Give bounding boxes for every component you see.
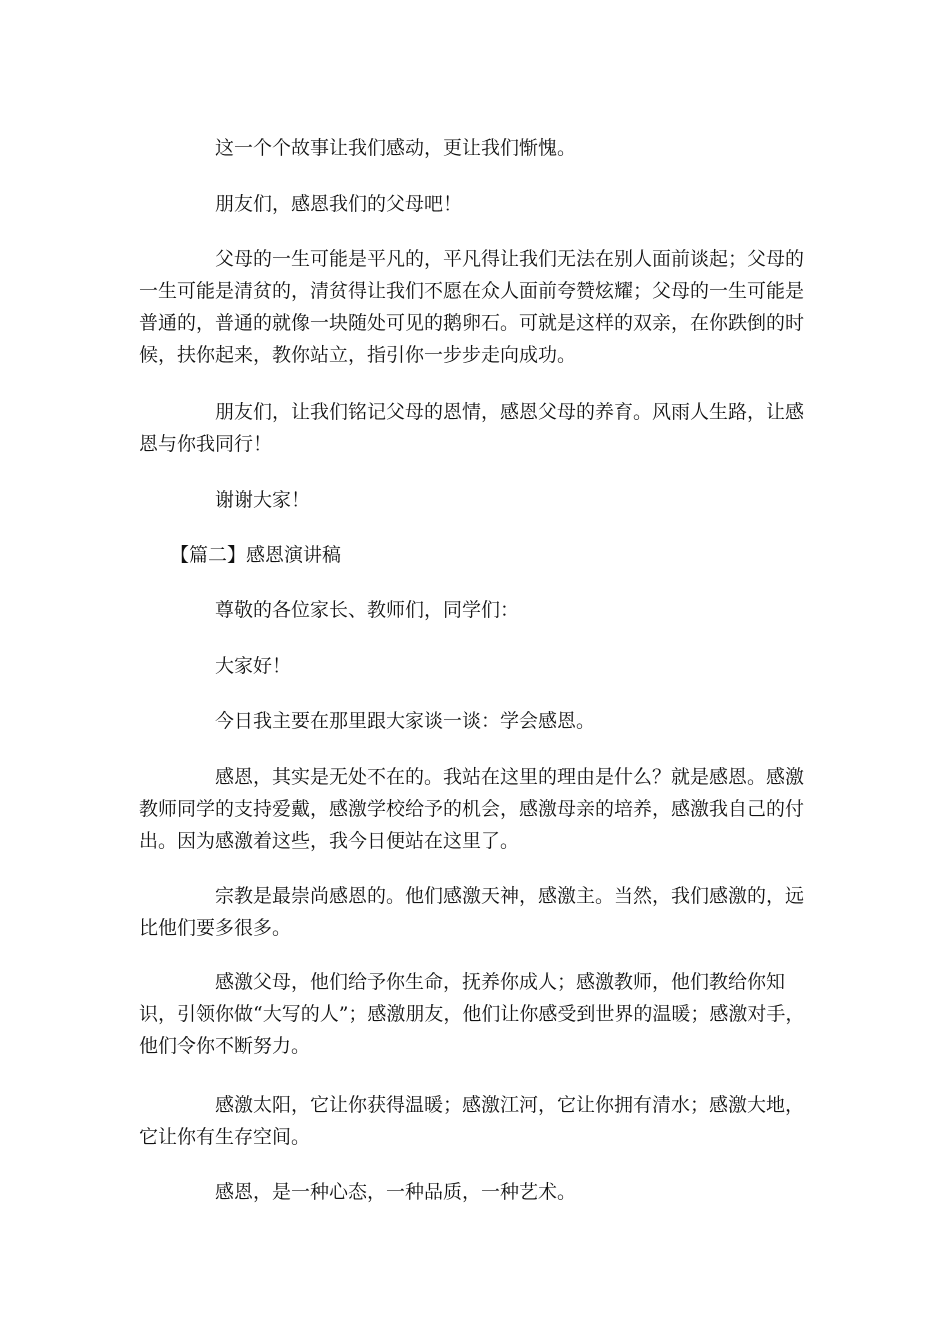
paragraph-13: 感恩，是一种心态，一种品质，一种艺术。 xyxy=(215,1181,577,1203)
paragraph-10: 宗教是最崇尚感恩的。他们感激天神，感激主。当然，我们感激的，远比他们要多很多。 xyxy=(139,885,805,939)
paragraph-6: 尊敬的各位家长、教师们，同学们： xyxy=(215,599,520,621)
paragraph-5: 谢谢大家！ xyxy=(215,489,311,511)
paragraph-7: 大家好！ xyxy=(215,655,292,677)
paragraph-2: 朋友们，感恩我们的父母吧！ xyxy=(215,193,463,215)
paragraph-3: 父母的一生可能是平凡的，平凡得让我们无法在别人面前谈起；父母的一生可能是清贫的，清贫得让我们不愿在众人面前夸赞炫耀；父母的一生可能是普通的，普通的就像一块随处可见的鹅卵石。可就是这样的双亲，在你跌倒的时候，扶你起来，教你站立，指引你一步步走向成功。 xyxy=(139,248,805,366)
paragraph-1: 这一个个故事让我们感动，更让我们惭愧。 xyxy=(215,137,577,159)
paragraph-9: 感恩，其实是无处不在的。我站在这里的理由是什么？就是感恩。感激教师同学的支持爱戴，感激学校给予的机会，感激母亲的培养，感激我自己的付出。因为感激着这些，我今日便站在这里了。 xyxy=(139,766,805,852)
section-heading: 【篇二】感恩演讲稿 xyxy=(170,544,342,566)
paragraph-12: 感激太阳，它让你获得温暖；感激江河，它让你拥有清水；感激大地，它让你有生存空间。 xyxy=(139,1094,805,1148)
paragraph-11: 感激父母，他们给予你生命，抚养你成人；感激教师，他们教给你知识，引领你做“大写的人”；感激朋友，他们让你感受到世界的温暖；感激对手，他们令你不断努力。 xyxy=(139,971,805,1057)
paragraph-8: 今日我主要在那里跟大家谈一谈：学会感恩。 xyxy=(215,710,596,732)
paragraph-4: 朋友们，让我们铭记父母的恩情，感恩父母的养育。风雨人生路，让感恩与你我同行！ xyxy=(139,401,805,455)
